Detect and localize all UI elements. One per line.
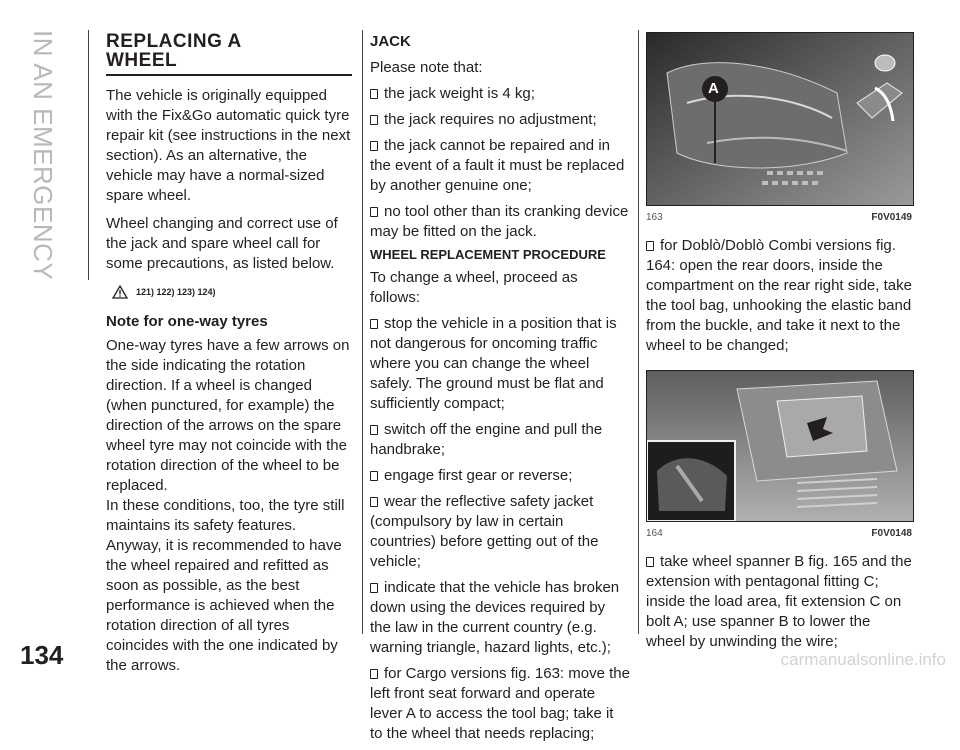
figure-163-number: 163 bbox=[646, 212, 663, 223]
spanner-item: take wheel spanner B fig. 165 and the extension with pentagonal fitting C; inside the load area, fit extension C on bolt A; use spanner B to lower the wheel by unwinding the wire; bbox=[646, 553, 912, 650]
jack-item: the jack cannot be repaired and in the event of a fault it must be replaced by another genuine one; bbox=[370, 137, 625, 194]
warning-reference-numbers: 121) 122) 123) 124) bbox=[136, 287, 216, 297]
checkbox-bullet-icon bbox=[370, 319, 378, 329]
figure-164 bbox=[646, 370, 914, 522]
figure-164-code: F0V0148 bbox=[871, 528, 912, 539]
procedure-item: wear the reflective safety jacket (compulsory by law in certain countries) before getting out of the vehicle; bbox=[370, 493, 599, 570]
procedure-item: stop the vehicle in a position that is not dangerous for oncoming traffic where you can change the wheel safely. The ground must be flat and sufficiently compact; bbox=[370, 315, 617, 412]
page-number: 134 bbox=[20, 640, 64, 670]
checkbox-bullet-icon bbox=[370, 141, 378, 151]
seat-lever-illustration bbox=[647, 33, 913, 205]
column-divider-left bbox=[88, 30, 89, 280]
column-divider-middle bbox=[362, 30, 363, 634]
precautions-paragraph: Wheel changing and correct use of the jack and spare wheel call for some precautions, as listed below. bbox=[106, 215, 338, 272]
jack-item: the jack requires no adjustment; bbox=[370, 110, 630, 130]
figure-164-caption bbox=[646, 524, 912, 544]
doblo-item: for Doblò/Doblò Combi versions fig. 164: open the rear doors, inside the compartment on the rear right side, take the tool bag, unhooking the elastic band from the buckle, and take it next to the wheel to be changed; bbox=[646, 237, 912, 354]
checkbox-bullet-icon bbox=[646, 557, 654, 567]
jack-heading: JACK bbox=[370, 33, 411, 50]
procedure-item: for Cargo versions fig. 163: move the left front seat forward and operate lever A to access the tool bag; take it to the wheel that needs replacing; bbox=[370, 665, 630, 742]
checkbox-bullet-icon bbox=[370, 497, 378, 507]
section-title-line2: WHEEL bbox=[106, 50, 178, 71]
checkbox-bullet-icon bbox=[370, 89, 378, 99]
jack-intro: Please note that: bbox=[370, 59, 483, 76]
column-divider-right bbox=[638, 30, 639, 634]
warning-triangle-icon bbox=[112, 285, 128, 299]
tool-bag-compartment-illustration bbox=[647, 371, 913, 521]
column-2 bbox=[370, 32, 630, 750]
procedure-item: engage first gear or reverse; bbox=[370, 466, 630, 486]
jack-item: no tool other than its cranking device may be fitted on the jack. bbox=[370, 203, 629, 240]
column-3 bbox=[646, 32, 912, 658]
watermark-text: carmanualsonline.info bbox=[780, 650, 946, 669]
figure-163-code: F0V0149 bbox=[871, 212, 912, 223]
figure-163-label-a: A bbox=[708, 80, 719, 97]
section-side-label bbox=[18, 30, 58, 300]
note-heading: Note for one-way tyres bbox=[106, 313, 268, 330]
checkbox-bullet-icon bbox=[370, 207, 378, 217]
figure-163 bbox=[646, 32, 914, 206]
note-text: One-way tyres have a few arrows on the side indicating the rotation direction. If a wheel is changed (when punctured, for example) the direction of the arrows on the spare wheel tyre may not coincide with the rotation direction of the wheel to be replaced. In these conditions, too, the tyre still maintains its safety features. Anyway, it is recommended to have the wheel repaired and refitted as soon as possible, as the best performance is achieved when the rotation direction of all tyres coincides with the one indicated by the arrows. bbox=[106, 337, 350, 674]
checkbox-bullet-icon bbox=[370, 471, 378, 481]
intro-paragraph: The vehicle is originally equipped with the Fix&Go automatic quick tyre repair kit (see instructions in the next section). As an alternative, the vehicle may have a normal-sized spare wheel. bbox=[106, 87, 351, 204]
procedure-item: switch off the engine and pull the handbrake; bbox=[370, 421, 603, 458]
checkbox-bullet-icon bbox=[646, 241, 654, 251]
procedure-item: indicate that the vehicle has broken down using the devices required by the law in the current country (e.g. warning triangle, hazard lights, etc.); bbox=[370, 579, 620, 656]
figure-164-number: 164 bbox=[646, 528, 663, 539]
title-underline bbox=[106, 74, 352, 76]
jack-item: the jack weight is 4 kg; bbox=[370, 84, 630, 104]
checkbox-bullet-icon bbox=[370, 583, 378, 593]
figure-163-caption bbox=[646, 208, 912, 228]
section-side-label-text: IN AN EMERGENCY bbox=[28, 30, 58, 281]
procedure-heading: WHEEL REPLACEMENT PROCEDURE bbox=[370, 247, 606, 262]
checkbox-bullet-icon bbox=[370, 425, 378, 435]
checkbox-bullet-icon bbox=[370, 115, 378, 125]
section-title-line1: REPLACING A bbox=[106, 31, 242, 52]
column-1 bbox=[106, 32, 354, 684]
warning-references bbox=[112, 282, 354, 302]
procedure-intro: To change a wheel, proceed as follows: bbox=[370, 269, 578, 306]
